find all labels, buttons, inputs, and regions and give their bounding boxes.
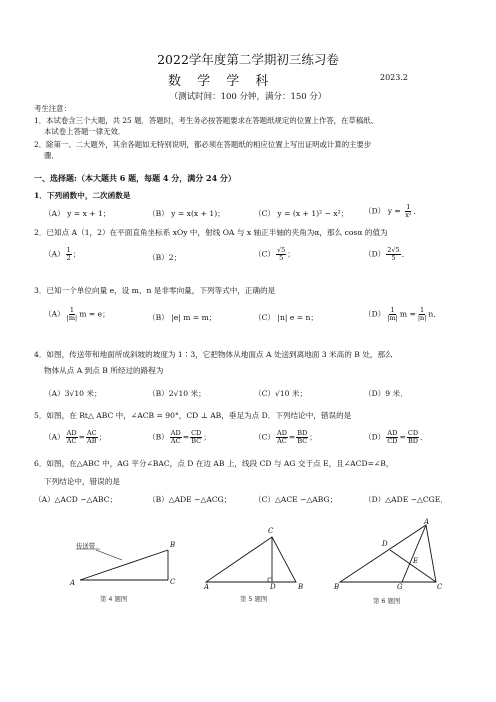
notice-item-2-line-2: 骤． (44, 151, 59, 160)
q3-option-d-fraction-m (386, 307, 399, 322)
fig5-point-c: C (268, 527, 274, 535)
q4-option-c: （C）√10 米； (254, 389, 308, 398)
q1-stem: 1．下列函数中，二次函数是 (34, 191, 131, 200)
q5-d-right-fraction (407, 430, 419, 445)
q5-a-left-num: AD (66, 429, 77, 437)
q5-c-left-num: AD (277, 429, 287, 437)
q4-option-a: （A）3√10 米； (44, 389, 102, 398)
q5-b-left-num: AD (170, 429, 181, 437)
fig4-belt-label: 传送带 (76, 542, 96, 550)
q5-c-left-fraction (276, 430, 288, 445)
q5-a-left-den: AC (66, 437, 77, 445)
notice-item-2-line-1: 2．除第一、二大题外，其余各题如无特别说明，都必须在答题纸的相应位置上写出证明或计算的主要步 (34, 140, 372, 149)
q2-option-d-fraction (386, 247, 400, 262)
fig4-caption: 第 4 题图 (100, 595, 128, 603)
q5-option-c: （C） $\frac{AD}{AC}$ = $\frac{BD}{BC}$ ； (254, 429, 317, 445)
notice-item-1-line-1: 1．本试卷含三个大题，共 25 题．答题时，考生务必按答题要求在答题纸规定的位置上作答，在草稿纸、 (34, 116, 378, 125)
q3-option-c: （C） |n| e = n； (254, 313, 319, 322)
fig4-label-pointer (96, 550, 122, 560)
fig6-point-e: E (413, 557, 419, 565)
q2-option-d: （D） $\frac{2√5}{5}$ ． (364, 246, 410, 262)
fig5-point-a: A (204, 583, 210, 591)
q2-option-a-fraction (66, 247, 72, 262)
q3-d-numerator-m: 1 (390, 306, 395, 314)
q4-option-b: （B）2√10 米； (148, 389, 206, 398)
q3-option-d-tail: n． (428, 309, 441, 319)
fig4-point-c: C (170, 578, 176, 586)
q1-option-a: （A） y = x + 1； (44, 209, 111, 218)
section-1-heading: 一、选择题:（本大题共 6 题，每题 4 分，满分 24 分） (34, 173, 236, 183)
exam-title: 2022学年度第二学期初三练习卷 (157, 52, 339, 67)
q5-c-left-den: AC (277, 437, 287, 445)
q2-option-c: （C） $\frac{√5}{5}$ ； (254, 246, 295, 262)
fig6-point-c: C (437, 583, 443, 591)
q3-option-a-prefix: （A） (44, 309, 65, 319)
q3-stem: 3．已知一个单位向量 e，设 m、n 是非零向量，下列等式中，正确的是 (34, 286, 276, 295)
fig4-point-a: A (70, 579, 76, 587)
q3-a-denominator: |m| (66, 314, 78, 322)
q5-option-d-prefix: （D） (364, 432, 386, 442)
q3-a-numerator: 1 (69, 306, 75, 314)
q3-option-b: （B） |e| m = m； (148, 313, 217, 322)
exam-date: 2023.2 (380, 73, 408, 82)
fig6-bisector-ag (402, 525, 426, 582)
q6-option-b: （B）△ADE ∽△ACG； (148, 495, 232, 504)
q5-b-right-num: CD (191, 429, 202, 437)
fig5-point-d: D (270, 583, 276, 591)
q2-stem: 2．已知点 A（1，2）在平面直角坐标系 xOy 中，射线 OA 与 x 轴正半轴的夹角为α，那么 cosα 的值为 (34, 228, 388, 237)
q2-c-numerator: √5 (277, 246, 286, 254)
q1-d-denominator: x² (405, 211, 412, 219)
q5-d-right-num: CD (407, 429, 419, 437)
fig5-caption: 第 5 题图 (240, 595, 268, 603)
q5-d-left-num: AD (387, 429, 398, 437)
q1-option-d: （D） y = $\frac{1}{\text{x²}}$ ． (364, 203, 422, 219)
figure-5-triangle (200, 525, 310, 595)
q2-c-denominator: 5 (279, 254, 284, 262)
subject-title: 数 学 学 科 (168, 74, 275, 89)
q5-a-left-fraction (66, 430, 78, 445)
q4-line-2: 物体从点 A 到点 B 所经过的路程为 (44, 366, 164, 375)
q6-line-1: 6．如图，在△ABC 中，AG 平分∠BAC，点 D 在边 AB 上，线段 CD 与 AG 交于点 E，且∠ACD=∠B， (34, 459, 394, 468)
q5-a-right-num: AC (86, 429, 97, 437)
q5-a-right-den: AB (87, 437, 97, 445)
q6-option-d: （D）△ADE ∽△CGE． (364, 495, 448, 504)
q2-d-denominator: 5 (391, 254, 396, 262)
q2-option-a: （A） $\frac{1}{2}$ ； (44, 246, 81, 262)
q3-option-d-expression: m = (399, 309, 416, 319)
q2-option-b: （B）2； (148, 253, 182, 262)
q2-d-numerator: 2√5 (387, 246, 400, 254)
q5-b-left-den: AC (170, 437, 181, 445)
q3-option-a-expression: m = e； (79, 309, 110, 319)
fig6-point-g: G (397, 583, 403, 591)
fig4-point-b: B (170, 541, 176, 549)
q5-b-right-fraction (190, 430, 202, 445)
q3-option-a (44, 307, 110, 322)
fig5-right-angle-mark (268, 578, 272, 582)
q2-option-c-prefix: （C） (254, 249, 275, 259)
fig4-belt-line (80, 550, 168, 580)
q3-d-numerator-n: 1 (420, 306, 425, 314)
q3-option-d (364, 307, 441, 322)
q3-option-d-prefix: （D） (364, 309, 386, 319)
figure-6-triangle (330, 515, 450, 600)
q3-d-denominator-m: |m| (387, 314, 398, 322)
q5-option-b-prefix: （B） (148, 432, 169, 442)
q2-option-a-prefix: （A） (44, 249, 65, 259)
fig6-point-d: D (382, 540, 388, 548)
q3-option-a-fraction (66, 307, 79, 322)
fig6-caption: 第 6 题图 (373, 597, 401, 605)
q4-line-1: 4．如图，传送带和地面所成斜坡的坡度为 1∶3，它把物体从地面点 A 处送到离地面 3 米高的 B 处，那么 (34, 350, 393, 359)
q5-d-right-den: BD (407, 437, 418, 445)
q5-c-right-fraction (296, 430, 308, 445)
q5-option-b: （B） $\frac{AD}{AC}$ = $\frac{CD}{BC}$ ； (148, 429, 211, 445)
q5-option-a-prefix: （A） (44, 432, 65, 442)
q1-option-c: （C） y = (x + 1)² − x²； (254, 209, 349, 218)
q5-option-d: （D） $\frac{AD}{CD}$ = $\frac{CD}{BD}$ ． (364, 429, 428, 445)
q2-option-c-fraction (276, 247, 286, 262)
q1-option-b: （B） y = x(x + 1)； (148, 209, 225, 218)
fig5-triangle-abc (206, 537, 296, 582)
q3-option-d-fraction-n (417, 307, 428, 322)
exam-timing: （测试时间：100 分钟，满分：150 分） (169, 92, 327, 102)
q4-option-d: （D）9 米． (364, 389, 408, 398)
q2-a-denominator: 2 (66, 254, 71, 262)
q3-d-denominator-n: |n| (417, 314, 427, 322)
fig6-point-a: A (424, 518, 430, 526)
q6-option-c: （C）△ACE ∽△ABG； (254, 495, 338, 504)
q5-d-left-fraction (386, 430, 398, 445)
q5-b-right-den: BC (191, 437, 202, 445)
q2-option-d-prefix: （D） (364, 249, 386, 259)
q5-stem: 5．如图，在 Rt△ ABC 中，∠ACB = 90°，CD ⊥ AB，垂足为点 D．下列结论中，错误的是 (34, 411, 352, 420)
q5-c-right-num: BD (297, 429, 308, 437)
q1-d-numerator: 1 (406, 203, 411, 211)
q5-d-left-den: CD (387, 437, 398, 445)
q5-option-a: （A） $\frac{AD}{AC}$ = $\frac{AC}{AB}$ ； (44, 429, 107, 445)
q1-option-d-prefix: （D） y = (364, 206, 401, 216)
q5-c-right-den: BC (297, 437, 308, 445)
q6-line-2: 下列结论中，错误的是 (44, 477, 120, 486)
notice-item-1-line-2: 本试卷上答题一律无效． (44, 127, 126, 136)
q6-option-a: （A）△ACD ∽△ABC； (34, 495, 118, 504)
q5-option-c-prefix: （C） (254, 432, 275, 442)
fig5-point-b: B (298, 583, 304, 591)
q1-option-d-fraction (404, 204, 412, 219)
fig6-point-b: B (334, 583, 340, 591)
q5-b-left-fraction (170, 430, 182, 445)
fig6-triangle-abc (340, 525, 436, 582)
q5-a-right-fraction (86, 430, 98, 445)
notice-heading: 考生注意： (34, 104, 71, 113)
q2-a-numerator: 1 (66, 246, 71, 254)
